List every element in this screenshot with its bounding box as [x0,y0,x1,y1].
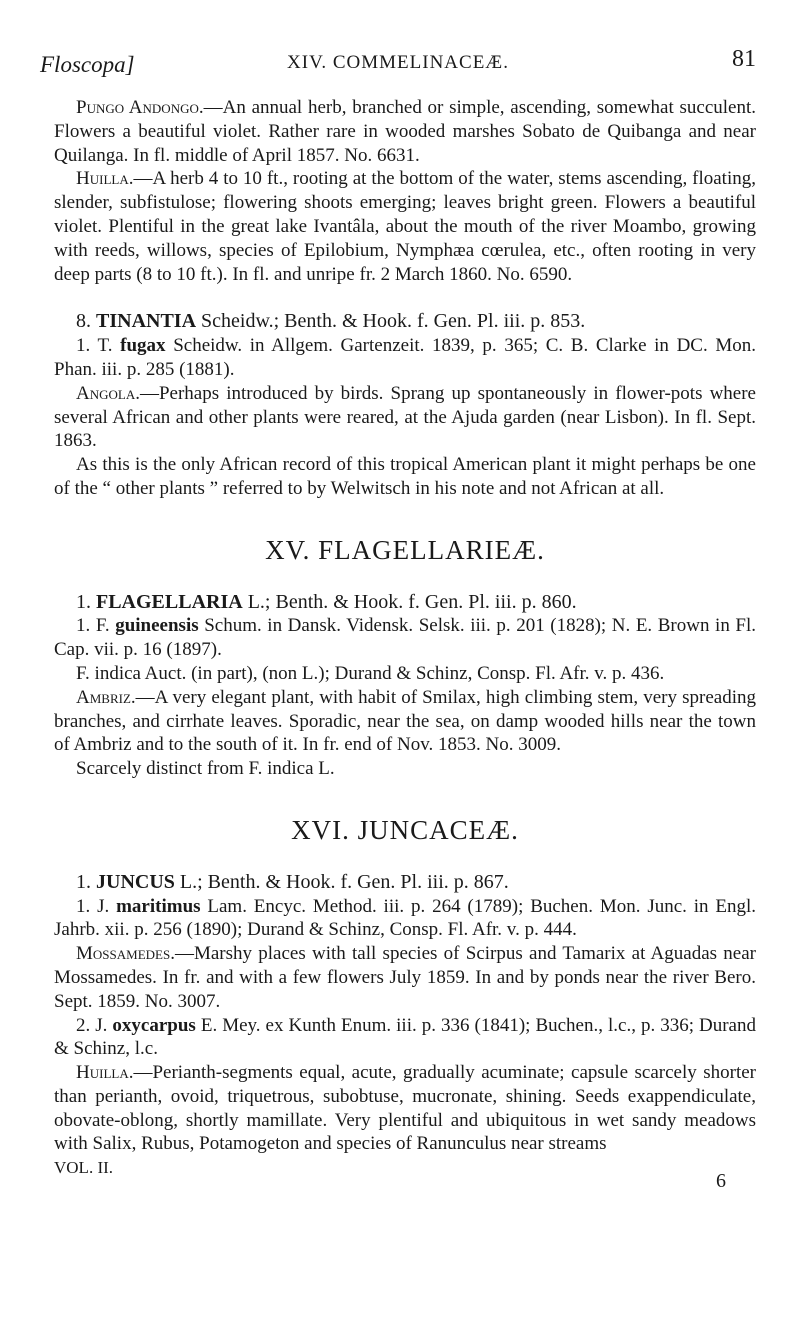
mossamedes-paragraph [54,942,756,1013]
species-name: maritimus [116,895,201,917]
header-center: XIV. COMMELINACEÆ. [287,52,509,73]
species-name: guineensis [115,615,199,637]
juncus-species-2 [54,1014,756,1062]
signature-mark: 6 [716,1170,726,1193]
species-citation: Scheidw. in Allgem. Gartenzeit. 1839, p. 365; C. B. Clarke in DC. Mon. Phan. iii. p. 285 (1881). [54,335,756,380]
section-title-juncaceae: XVI. JUNCACEÆ. [291,814,519,845]
ambriz-paragraph [54,686,756,757]
species-citation: Schum. in Dansk. Vidensk. Selsk. iii. p. 201 (1828); N. E. Brown in Fl. Cap. vii. p. 16 (1897). [54,615,756,661]
angola-paragraph [54,382,756,453]
flagellaria-note: Scarcely distinct from F. indica L. [76,758,335,780]
tinantia-heading [54,310,756,334]
running-header [40,40,756,80]
tinantia-note: As this is the only African record of this tropical American plant it might perhaps be one of the “ other plants ” referred to by Welwitsch in his note and not African at all. [54,454,756,499]
paragraph-text: —Perhaps introduced by birds. Sprang up spontaneously in flower-pots where several African and other plants were reared, at the Ajuda garden (near Lisbon). In fl. Sept. 1863. [54,382,756,452]
paragraph-text: —Marshy places with tall species of Scirpus and Tamarix at Aguadas near Mossamedes. In fr. and with a few flowers July 1859. In and by ponds near the river Bero. Sept. 1859. No. 3007. [54,943,756,1012]
header-left: Floscopa] [40,52,135,77]
species-number: 1. T. [76,335,113,357]
huilla-paragraph-2 [54,1061,756,1156]
synonym-line: F. indica Auct. (in part), (non L.); Durand & Schinz, Consp. Fl. Afr. v. p. 436. [76,662,665,684]
section-title-flagellarieae: XV. FLAGELLARIEÆ. [265,534,545,565]
genus-number: 1. [76,870,91,893]
flagellaria-heading [54,591,756,615]
locality-label: Huilla. [76,168,134,190]
pungo-paragraph [54,96,756,167]
genus-citation: Scheidw.; Benth. & Hook. f. Gen. Pl. iii. p. 853. [201,310,586,333]
genus-citation: L.; Benth. & Hook. f. Gen. Pl. iii. p. 860. [247,590,577,613]
genus-name: FLAGELLARIA [96,590,243,613]
genus-number: 1. [76,590,91,613]
flagellaria-species [54,614,756,662]
paragraph-text: —A very elegant plant, with habit of Smilax, high climbing stem, very spreading branches, and cirrhate leaves. Sporadic, near the sea, on damp wooded hills near the town of Ambriz and to the south of it. In fr. end of Nov. 1853. No. 3009. [54,686,756,756]
species-number: 1. F. [76,615,110,637]
locality-label: Mossamedes. [76,943,175,965]
tinantia-species [54,334,756,382]
paragraph-text: —Perianth-segments equal, acute, gradually acuminate; capsule scarcely shorter than perianth, ovoid, triquetrous, subobtuse, mucronate, shining. Seeds exappendiculate, obovate-oblong, shortly mamillate. Very plentiful and ubiquitous in wet sandy meadows with Salix, Rubus, Potamogeton and species of Ranunculus near streams [54,1062,756,1155]
species-name: fugax [120,335,166,357]
paragraph-text: —A herb 4 to 10 ft., rooting at the bottom of the water, stems ascending, floating, slender, subfistulose; flowering shoots emerging; leaves bright green. Flowers a beautiful violet. Plentiful in the great lake Ivantâla, about the mouth of the river Moambo, growing with reeds, willows, species of Epilobium, Nymphæa cœrulea, etc., often rooting in very deep parts (8 to 10 ft.). In fl. and unripe fr. 2 March 1860. No. 6590. [54,168,756,285]
juncus-heading [54,871,756,895]
genus-citation: L.; Benth. & Hook. f. Gen. Pl. iii. p. 867. [179,870,509,893]
paragraph-text: —An annual herb, branched or simple, ascending, somewhat succulent. Flowers a beautiful violet. Rather rare in wooded marshes Sobato de Quibanga and near Quilanga. In fl. middle of April 1857. No. 6631. [54,97,756,166]
locality-label: Pungo Andongo. [76,97,204,118]
locality-label: Angola. [76,382,140,404]
genus-number: 8. [76,310,91,333]
genus-name: TINANTIA [96,310,197,333]
genus-name: JUNCUS [96,870,175,893]
species-number: 2. J. [76,1014,108,1036]
locality-label: Huilla. [76,1062,134,1084]
species-citation: E. Mey. ex Kunth Enum. iii. p. 336 (1841); Buchen., l.c., p. 336; Durand & Schinz, l.c. [54,1014,756,1060]
page-number: 81 [732,46,756,72]
huilla-paragraph [54,167,756,286]
page-body [54,96,756,1204]
locality-label: Ambriz. [76,686,136,708]
page-footer [54,1156,756,1204]
species-citation: Lam. Encyc. Method. iii. p. 264 (1789); Buchen. Mon. Junc. in Engl. Jahrb. xii. p. 256 (1890); Durand & Schinz, Consp. Fl. Afr. v. p. 444. [54,895,756,941]
species-number: 1. J. [76,895,110,917]
volume-label: VOL. II. [54,1158,114,1178]
juncus-species-1 [54,895,756,943]
species-name: oxycarpus [112,1014,196,1036]
